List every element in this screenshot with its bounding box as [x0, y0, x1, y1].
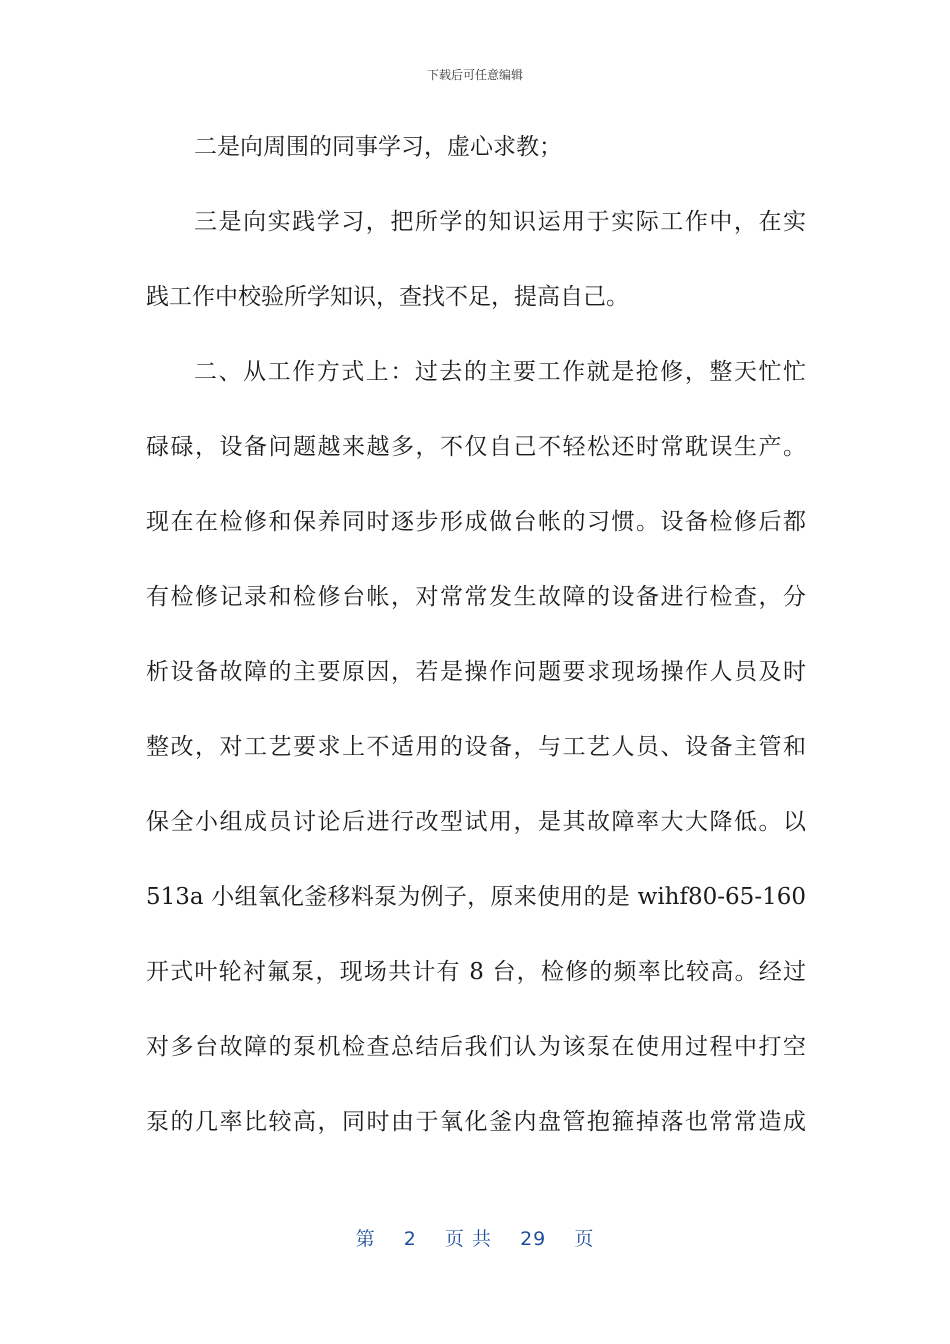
text-line: 析设备故障的主要原因，若是操作问题要求现场操作人员及时	[146, 659, 806, 685]
page-footer	[0, 1224, 950, 1251]
text-line: 有检修记录和检修台帐，对常常发生故障的设备进行检查，分	[146, 584, 806, 610]
text-line: 513a 小组氧化釜移料泵为例子，原来使用的是 wihf80-65-160	[146, 884, 806, 910]
footer-total-pages: 29	[520, 1228, 547, 1250]
footer-suffix: 页	[574, 1228, 595, 1250]
footer-middle: 页 共	[444, 1228, 492, 1250]
text-line: 二是向周围的同事学习，虚心求教；	[194, 134, 562, 160]
text-line: 整改，对工艺要求上不适用的设备，与工艺人员、设备主管和	[146, 734, 806, 760]
footer-prefix: 第	[355, 1228, 376, 1250]
text-line: 三是向实践学习，把所学的知识运用于实际工作中，在实	[194, 209, 806, 235]
text-line: 开式叶轮衬氟泵，现场共计有 8 台，检修的频率比较高。经过	[146, 959, 806, 985]
text-line: 保全小组成员讨论后进行改型试用，是其故障率大大降低。以	[146, 809, 806, 835]
document-body	[146, 110, 806, 1160]
text-line: 对多台故障的泵机检查总结后我们认为该泵在使用过程中打空	[146, 1034, 806, 1060]
header-note: 下载后可任意编辑	[426, 68, 523, 82]
text-line: 现在在检修和保养同时逐步形成做台帐的习惯。设备检修后都	[146, 509, 806, 535]
text-line: 泵的几率比较高，同时由于氧化釜内盘管抱箍掉落也常常造成	[146, 1109, 806, 1135]
footer-page-number: 2	[403, 1228, 417, 1250]
text-line: 碌碌，设备问题越来越多，不仅自己不轻松还时常耽误生产。	[146, 434, 806, 460]
text-line: 二、从工作方式上：过去的主要工作就是抢修，整天忙忙	[194, 359, 806, 385]
text-line: 践工作中校验所学知识，查找不足，提高自己。	[146, 284, 629, 310]
